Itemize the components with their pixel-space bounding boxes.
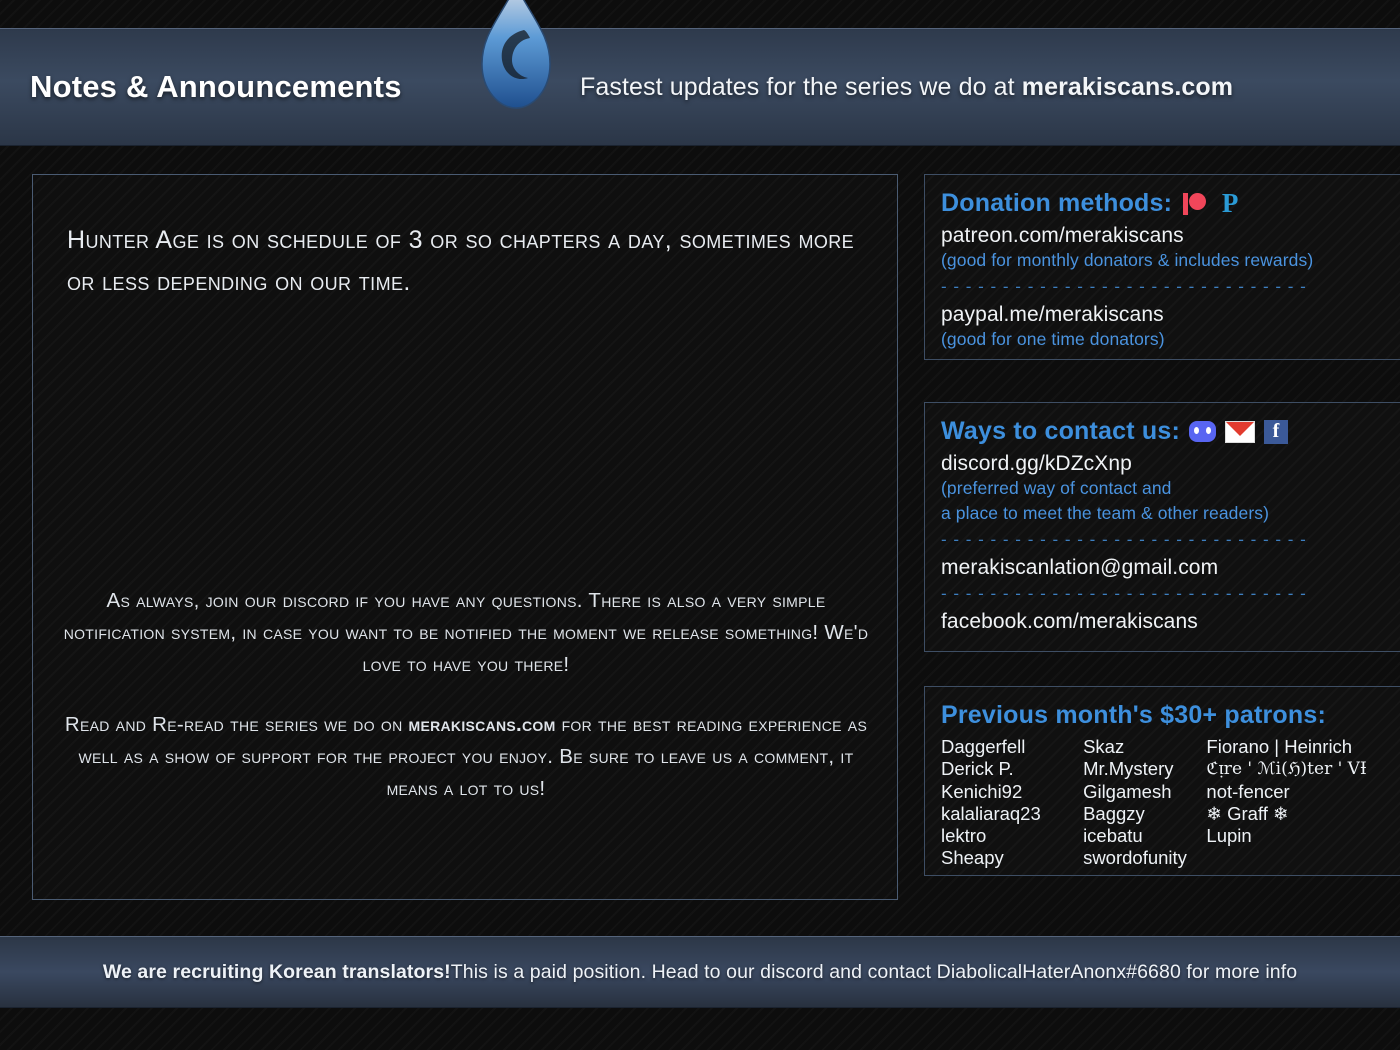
patreon-icon[interactable] [1181,191,1207,217]
contact-divider-1: - - - - - - - - - - - - - - - - - - - - - - - - - - - - - - [941,530,1307,549]
paypal-url[interactable]: paypal.me/merakiscans [941,303,1164,326]
flame-droplet-logo-icon [468,0,564,130]
patrons-card-title [941,701,1384,730]
patrons-title-text: Previous month's $30+ patrons: [941,701,1326,729]
paypal-icon[interactable]: P [1221,187,1239,218]
contact-card-title [941,417,1384,446]
header-subtitle-site: merakiscans.com [1021,72,1234,101]
donation-card-title [941,189,1384,218]
notes-paragraph-site: merakiscans.com [408,713,556,736]
list-item: Kenichi92 [941,780,1023,802]
list-item: not-fencer [1206,780,1290,802]
patrons-column-1 [941,736,1083,870]
discord-url[interactable]: discord.gg/kDZcXnp [941,452,1132,475]
list-item: Sheapy [941,847,1004,869]
list-item: Gilgamesh [1083,780,1172,802]
list-item: lektro [941,825,987,847]
list-item: Daggerfell [941,736,1026,757]
donation-divider: - - - - - - - - - - - - - - - - - - - - - - - - - - - - - - [941,277,1307,296]
page-title: Notes & Announcements [30,69,402,104]
facebook-url[interactable]: facebook.com/merakiscans [941,610,1198,633]
list-item: Skaz [1083,736,1125,757]
list-item: kalaliaraq23 [941,802,1041,824]
discord-note-line2: a place to meet the team & other readers) [941,503,1270,523]
list-item: Derick P. [941,758,1014,780]
list-item: Fiorano | Heinrich [1206,736,1353,757]
notes-paragraph-read-prefix: Read and Re-read the series we do on [64,713,409,736]
patrons-column-3 [1206,736,1384,870]
donation-methods-card [924,174,1400,360]
list-item: swordofunity [1083,847,1187,869]
patrons-columns [941,736,1384,870]
contact-email[interactable]: merakiscanlation@gmail.com [941,556,1219,579]
discord-icon[interactable] [1189,421,1216,442]
footer-bold-text: We are recruiting Korean translators! [102,960,451,983]
footer-rest-text: This is a paid position. Head to our discord and contact DiabolicalHaterAnonx#6680 for more info [450,960,1298,983]
list-item: ℭᴉre ' ℳi(ℌ)ter ' VƗ [1206,759,1367,780]
list-item: icebatu [1083,825,1143,847]
header-subtitle [580,73,1233,102]
contact-divider-2: - - - - - - - - - - - - - - - - - - - - - - - - - - - - - - [941,584,1307,603]
contact-methods-card [924,402,1400,652]
patreon-note: (good for monthly donators & includes rewards) [941,250,1314,270]
donation-title-text: Donation methods: [941,189,1173,217]
notes-paragraph-discord: As always, join our discord if you have any questions. There is also a very simple notification system, in case you want to be notified the moment we release something! We'd love to have you there! [63,589,869,676]
list-item: Lupin [1206,825,1252,847]
notes-panel [32,174,898,900]
discord-note-line1: (preferred way of contact and [941,478,1172,498]
patrons-card [924,686,1400,876]
list-item: Mr.Mystery [1083,758,1174,780]
notes-headline: Hunter Age is on schedule of 3 or so chapters a day, sometimes more or less depending on our time. [67,226,855,296]
notes-body [53,585,879,805]
recruiting-footer [0,936,1400,1008]
footer-text [103,961,1297,984]
header-subtitle-prefix: Fastest updates for the series we do at [580,72,1022,101]
contact-title-text: Ways to contact us: [941,417,1181,445]
list-item: Baggzy [1083,802,1145,824]
paypal-note: (good for one time donators) [941,329,1165,349]
gmail-icon[interactable] [1225,421,1255,443]
notes-paragraph-read-suffix: for the best reading experience as well as a show of support for the project you enjoy. Be sure to leave us a comment, it means a lot to us! [78,713,868,800]
patreon-url[interactable]: patreon.com/merakiscans [941,224,1184,247]
page-header [0,28,1400,146]
facebook-icon[interactable]: f [1264,420,1288,444]
patrons-column-2 [1083,736,1206,870]
list-item: ❄ Graff ❄ [1206,802,1289,824]
paragraph-spacer [53,681,879,709]
